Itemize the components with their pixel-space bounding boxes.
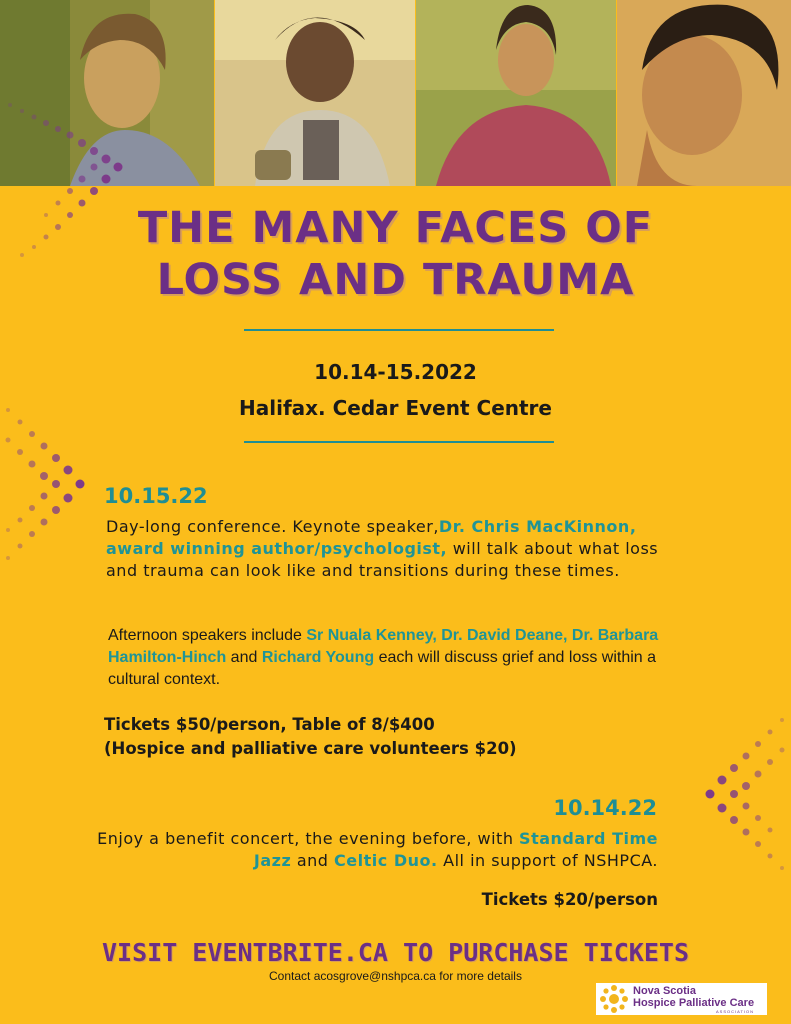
conference-text-a: Day-long conference. Keynote speaker,: [106, 517, 439, 536]
conference-description: [106, 516, 686, 582]
event-title: [0, 202, 791, 306]
concert-text-a: Enjoy a benefit concert, the evening before, with: [97, 829, 520, 848]
divider-top: [244, 329, 554, 331]
speakers-text-a: Afternoon speakers include: [108, 627, 307, 644]
band-celtic-duo: Celtic Duo.: [334, 851, 438, 870]
speakers-text-c: each will discuss grief and loss within a cultural context.: [108, 649, 657, 688]
nshpca-logo: [596, 983, 767, 1015]
tickets-line-1: Tickets $50/person, Table of 8/$400: [104, 715, 435, 734]
speakers-text-b: and: [226, 649, 262, 666]
event-dates: 10.14-15.2022: [314, 360, 477, 384]
tickets-line-2: (Hospice and palliative care volunteers $20): [104, 739, 517, 758]
conference-text-b: will talk about what loss and trauma can look like and transitions during these times.: [106, 539, 659, 580]
title-line-1: THE MANY FACES OF: [137, 203, 654, 253]
speakers-names: Sr Nuala Kenney, Dr. David Deane, Dr. Barbara Hamilton-Hinch: [108, 627, 659, 666]
logo-line-1: Nova Scotia: [633, 984, 696, 997]
concert-text-b: and: [291, 851, 335, 870]
band-standard-time-jazz: Standard Time Jazz: [253, 829, 658, 870]
logo-line-2: Hospice Palliative Care: [633, 996, 755, 1009]
dot-pattern: [0, 400, 100, 570]
concert-text-c: All in support of NSHPCA.: [437, 851, 658, 870]
conference-tickets: [104, 713, 517, 761]
title-line-2: LOSS AND TRAUMA: [156, 255, 635, 305]
logo-line-3: ASSOCIATION: [716, 1008, 755, 1014]
photo-woman-distressed: [215, 0, 415, 186]
event-location: Halifax. Cedar Event Centre: [239, 396, 552, 420]
afternoon-speakers: [108, 625, 688, 691]
concert-tickets: Tickets $20/person: [481, 890, 658, 909]
keynote-speaker: Dr. Chris MacKinnon, award winning author/psychologist,: [106, 517, 637, 558]
contact-details: Contact acosgrove@nshpca.ca for more details: [269, 969, 522, 983]
concert-description: [60, 828, 658, 872]
concert-date: 10.14.22: [553, 796, 657, 820]
conference-date: 10.15.22: [104, 484, 208, 508]
divider-bottom: [244, 441, 554, 443]
visit-eventbrite-link[interactable]: VISIT EVENTBRITE.CA TO PURCHASE TICKETS: [102, 938, 689, 967]
dot-pattern: [690, 710, 791, 880]
speaker-richard-young: Richard Young: [261, 649, 375, 666]
photo-young-man-pensive: [617, 0, 791, 186]
photo-young-woman: [416, 0, 616, 186]
sun-logo-icon: [599, 984, 629, 1014]
